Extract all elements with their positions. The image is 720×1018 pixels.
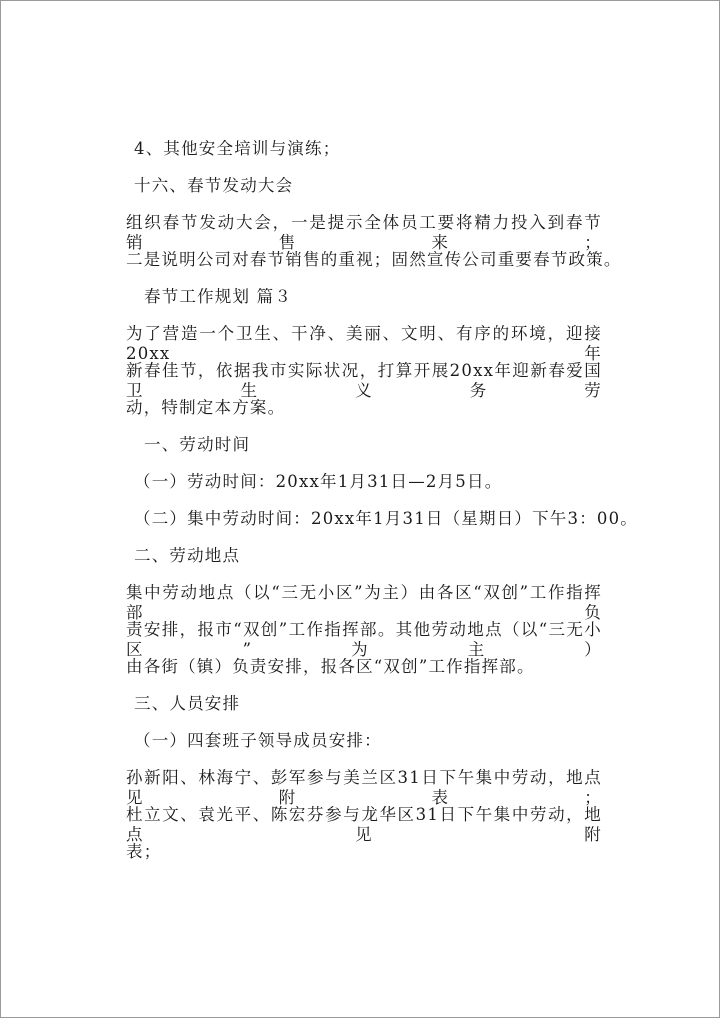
- paragraph-line: 杜立文、袁光平、陈宏芬参与龙华区31日下午集中劳动，地点见附: [126, 805, 602, 844]
- list-item-concentrated-labor-time: （二）集中劳动时间：20xx年1月31日（星期日）下午3：00。: [134, 509, 638, 528]
- section-heading-labor-time: 一、劳动时间: [144, 435, 251, 454]
- paragraph-line: 新春佳节，依据我市实际状况，打算开展20xx年迎新春爱国卫生义务劳: [126, 361, 602, 400]
- section-heading-personnel: 三、人员安排: [134, 694, 241, 713]
- list-item-leadership-arrangement: （一）四套班子领导成员安排：: [134, 731, 382, 750]
- paragraph-line: 孙新阳、林海宁、彭军参与美兰区31日下午集中劳动，地点见附表；: [126, 768, 602, 807]
- section-heading-mobilization-meeting: 十六、春节发动大会: [134, 176, 294, 195]
- list-item-labor-time: （一）劳动时间：20xx年1月31日—2月5日。: [134, 472, 503, 491]
- paragraph-line: 组织春节发动大会，一是提示全体员工要将精力投入到春节销售来；: [126, 213, 602, 252]
- paragraph-line: 集中劳动地点（以“三无小区”为主）由各区“双创”工作指挥部负: [126, 583, 602, 622]
- paragraph-line: 为了营造一个卫生、干净、美丽、文明、有序的环境，迎接20xx年: [126, 324, 602, 363]
- paragraph-line: 由各街（镇）负责安排，报各区“双创”工作指挥部。: [126, 657, 535, 676]
- paragraph-line: 责安排，报市“双创”工作指挥部。其他劳动地点（以“三无小区”为主）: [126, 620, 602, 659]
- section-heading-labor-location: 二、劳动地点: [134, 546, 241, 565]
- paragraph-line: 表；: [126, 842, 162, 861]
- paragraph-line: 动，特制定本方案。: [126, 398, 286, 417]
- article-title: 春节工作规划 篇３: [144, 287, 293, 306]
- list-item-safety-training: 4、其他安全培训与演练；: [134, 139, 341, 158]
- paragraph-line: 二是说明公司对春节销售的重视；固然宣传公司重要春节政策。: [126, 250, 622, 269]
